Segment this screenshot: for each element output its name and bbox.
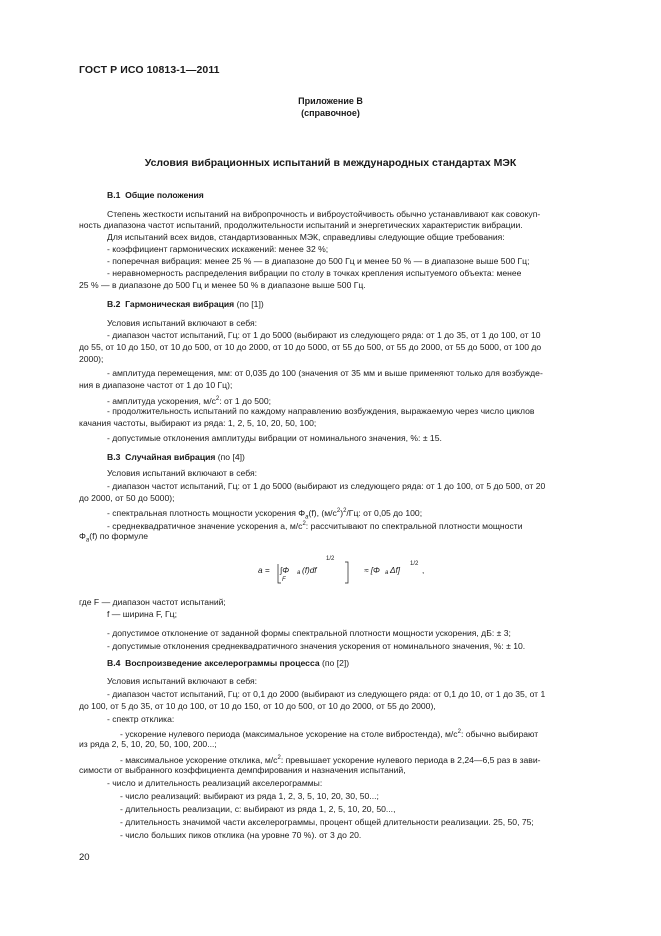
s3-where-2: f — ширина F, Гц;	[107, 609, 177, 619]
s1-item-2: - поперечная вибрация: менее 25 % — в диапазоне до 500 Гц и менее 50 % — в диапазоне выше 500 Гц;	[107, 256, 530, 266]
s2-freq-3: 2000);	[79, 354, 104, 364]
s1-item-3a: - неравномерность распределения вибрации по столу в точках крепления испытуемого объекта: менее	[107, 268, 522, 278]
s2-freq-2: до 55, от 10 до 150, от 10 до 500, от 10 до 2000, от 10 до 5000, от 55 до 500, от 55 до 2000, от 55 до 5000, от 100 до	[79, 342, 542, 352]
page-number: 20	[79, 852, 90, 863]
s3-rms-2: $\Phi_a(f)$ по формуле	[79, 531, 149, 544]
s3-freq-2: до 2000, от 50 до 5000);	[79, 493, 175, 503]
annex-label: Приложение В	[298, 96, 363, 106]
s4-zpa-2: из ряда 2, 5, 10, 20, 50, 100, 200...;	[79, 739, 217, 749]
s3-psd: - спектральная плотность мощности ускорения $\Phi_a(f)$, $(м/с^2)^2/Гц$: от 0,05 до 100;	[107, 507, 423, 521]
s2-deviation: - допустимые отклонения амплитуды вибрации от номинального значения, %: ± 15.	[107, 433, 442, 443]
s2-disp-1: - амплитуда перемещения, мм: от 0,035 до 100 (значения от 35 мм и выше применяют только для возбужде-	[107, 368, 543, 378]
s2-dur-1: - продолжительность испытаний по каждому направлению возбуждения, выражаемую через число циклов	[107, 406, 535, 416]
section-heading-b2: В.2 Гармоническая вибрация (по [1])	[107, 299, 264, 309]
s3-rms-1: - среднеквадратичное значение ускорения a, $м/с^2$: рассчитывают по спектральной плотности мощности	[107, 520, 523, 531]
rms-formula: a = ∫Φ a (f)df 1/2 F ≈ [Φ a Δf] 1/2 ,	[258, 556, 598, 586]
formula-brackets	[258, 556, 598, 586]
section-heading-b3: В.3 Случайная вибрация (по [4])	[107, 452, 245, 462]
s2-intro: Условия испытаний включают в себя:	[107, 318, 257, 328]
s1-p2: Для испытаний всех видов, стандартизованных МЭК, справедливы следующие общие требования:	[107, 232, 505, 242]
s1-p1b: ность диапазона частот испытаний, продолжительности испытаний и энергетических характеристик вибрации.	[79, 220, 523, 230]
annex-type: (справочное)	[301, 108, 360, 118]
s4-zpa-1: - ускорение нулевого периода (максимальное ускорение на столе вибростенда), $м/с^2$: обычно выбирают	[120, 728, 539, 739]
document-header: ГОСТ Р ИСО 10813-1—2011	[79, 64, 220, 76]
s3-dev-1: - допустимое отклонение от заданной формы спектральной плотности мощности ускорения, дБ: ± 3;	[107, 628, 511, 638]
s2-freq-1: - диапазон частот испытаний, Гц: от 1 до 5000 (выбирают из следующего ряда: от 1 до 35, от 1 до 100, от 10	[107, 330, 541, 340]
s1-item-3b: 25 % — в диапазоне до 500 Гц и менее 50 % в диапазоне выше 500 Гц.	[79, 280, 366, 290]
s4-max-2: симости от выбранного коэффициента демпфирования и назначения испытаний,	[79, 765, 406, 775]
section-heading-b1: В.1 Общие положения	[107, 190, 204, 200]
section-heading-b4: В.4 Воспроизведение акселерограммы процесса (по [2])	[107, 658, 350, 668]
s4-max-1: - максимальное ускорение отклика, $м/с^2$: превышает ускорение нулевого периода в 2,24—6,5 раз в зави-	[120, 754, 541, 765]
s1-p1a: Степень жесткости испытаний на вибропрочность и виброустойчивость обычно устанавливают как совокуп-	[107, 209, 541, 219]
s1-item-1: - коэффициент гармонических искажений: менее 32 %;	[107, 244, 329, 254]
s4-freq-1: - диапазон частот испытаний, Гц: от 0,1 до 2000 (выбирают из следующего ряда: от 0,1 до 10, от 1 до 35, от 1	[107, 689, 546, 699]
s4-count-1: - число реализаций: выбирают из ряда 1, 2, 3, 5, 10, 20, 30, 50...;	[120, 791, 379, 801]
s4-spectrum: - спектр отклика:	[107, 714, 175, 724]
s2-dur-2: качания частоты, выбирают из ряда: 1, 2, 5, 10, 20, 50, 100;	[79, 418, 317, 428]
s3-freq-1: - диапазон частот испытаний, Гц: от 1 до 5000 (выбирают из следующего ряда: от 1 до 100, от 5 до 500, от 20	[107, 481, 546, 491]
s2-accel: - амплитуда ускорения, $м/с^2$: от 1 до 500;	[107, 395, 271, 406]
s4-count-3: - длительность значимой части акселерограммы, процент общей длительности реализации. 25, 50, 75;	[120, 817, 534, 827]
s3-where-1: где F — диапазон частот испытаний;	[79, 597, 226, 607]
annex-title: Условия вибрационных испытаний в международных стандартах МЭК	[144, 157, 517, 169]
s4-count: - число и длительность реализаций акселерограммы:	[107, 778, 323, 788]
s4-count-4: - число больших пиков отклика (на уровне 70 %). от 3 до 20.	[120, 830, 362, 840]
s4-count-2: - длительность реализации, с: выбирают из ряда 1, 2, 5, 10, 20, 50...,	[120, 804, 396, 814]
s4-freq-2: до 100, от 5 до 35, от 10 до 100, от 10 до 150, от 10 до 500, от 10 до 2000, от 55 до 2000),	[79, 701, 436, 711]
s4-intro: Условия испытаний включают в себя:	[107, 676, 257, 686]
s3-dev-2: - допустимые отклонения среднеквадратичного значения ускорения от номинального значения, %: ± 10.	[107, 641, 526, 651]
s3-intro: Условия испытаний включают в себя:	[107, 468, 257, 478]
s2-disp-2: ния в диапазоне частот от 1 до 10 Гц);	[79, 380, 233, 390]
